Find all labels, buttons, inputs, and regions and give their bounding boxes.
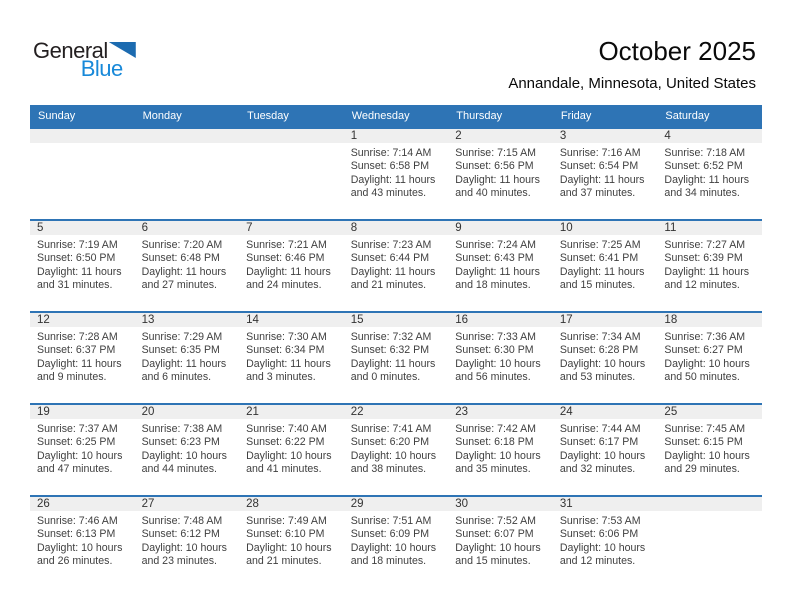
day-number: [30, 129, 135, 143]
daylight-minutes-text: and 3 minutes.: [246, 371, 316, 384]
week-row: [30, 403, 762, 495]
daylight-hours-text: Daylight: 11 hours: [664, 173, 750, 186]
day-number: 24: [559, 406, 573, 418]
day-cell: [135, 423, 240, 477]
day-number: 27: [141, 498, 155, 510]
day-cell: [344, 515, 449, 569]
daylight-minutes-text: and 44 minutes.: [141, 463, 217, 476]
day-number: 8: [350, 222, 358, 234]
title-block: [508, 36, 756, 92]
day-number: 10: [559, 222, 573, 234]
daylight-minutes-text: and 40 minutes.: [455, 187, 531, 200]
week-details: [30, 331, 762, 385]
day-cell: [553, 423, 658, 477]
sunset-text: Sunset: 6:18 PM: [455, 436, 534, 449]
week-details: [30, 423, 762, 477]
week-row: [30, 127, 762, 219]
sunrise-text: Sunrise: 7:36 AM: [664, 331, 746, 343]
week-details: [30, 147, 762, 201]
sunrise-text: Sunrise: 7:51 AM: [350, 515, 432, 527]
daylight-hours-text: Daylight: 11 hours: [350, 357, 436, 370]
sunset-text: Sunset: 6:23 PM: [141, 436, 220, 449]
daylight-hours-text: Daylight: 10 hours: [455, 449, 541, 462]
day-cell: [448, 423, 553, 477]
day-cell: [30, 239, 135, 293]
sunset-text: Sunset: 6:17 PM: [559, 436, 639, 449]
daylight-hours-text: Daylight: 10 hours: [559, 357, 646, 370]
daylight-hours-text: Daylight: 10 hours: [559, 449, 646, 462]
week-details: [30, 515, 762, 569]
daylight-hours-text: Daylight: 11 hours: [37, 265, 122, 278]
week-number-band: [30, 313, 762, 327]
sunset-text: Sunset: 6:27 PM: [664, 344, 743, 357]
sunrise-text: Sunrise: 7:25 AM: [559, 239, 641, 251]
sunset-text: Sunset: 6:22 PM: [246, 436, 325, 449]
weekday-header: Wednesday: [351, 110, 410, 122]
daylight-hours-text: Daylight: 10 hours: [455, 357, 541, 370]
sunrise-text: Sunrise: 7:42 AM: [455, 423, 536, 435]
daylight-minutes-text: and 32 minutes.: [559, 463, 636, 476]
day-number: 15: [350, 314, 364, 326]
day-cell: [657, 147, 762, 201]
daylight-minutes-text: and 37 minutes.: [559, 187, 636, 200]
daylight-minutes-text: and 53 minutes.: [559, 371, 636, 384]
daylight-minutes-text: and 29 minutes.: [664, 463, 740, 476]
day-cell: [135, 147, 240, 201]
sunrise-text: Sunrise: 7:49 AM: [246, 515, 327, 527]
day-cell: [344, 331, 449, 385]
sunrise-text: Sunrise: 7:27 AM: [664, 239, 746, 251]
day-number: 13: [141, 314, 155, 326]
sunset-text: Sunset: 6:07 PM: [455, 528, 534, 541]
day-cell: [448, 239, 553, 293]
sunset-text: Sunset: 6:35 PM: [141, 344, 220, 357]
daylight-hours-text: Daylight: 10 hours: [246, 449, 332, 462]
page-title: October 2025: [598, 36, 756, 66]
sunset-text: Sunset: 6:06 PM: [559, 528, 639, 541]
daylight-minutes-text: and 18 minutes.: [455, 279, 531, 292]
week-row: [30, 219, 762, 311]
weekday-header-row: [30, 105, 762, 127]
daylight-hours-text: Daylight: 11 hours: [559, 265, 645, 278]
sunrise-text: Sunrise: 7:18 AM: [664, 147, 746, 159]
daylight-hours-text: Daylight: 10 hours: [559, 541, 646, 554]
weekday-header: Tuesday: [247, 110, 289, 122]
sunset-text: Sunset: 6:50 PM: [37, 252, 116, 265]
daylight-minutes-text: and 24 minutes.: [246, 279, 322, 292]
sunset-text: Sunset: 6:20 PM: [350, 436, 430, 449]
sunset-text: Sunset: 6:46 PM: [246, 252, 325, 265]
day-cell: [30, 331, 135, 385]
weekday-header: Saturday: [665, 110, 710, 122]
daylight-minutes-text: and 9 minutes.: [37, 371, 107, 384]
daylight-minutes-text: and 56 minutes.: [455, 371, 531, 384]
day-number: 19: [37, 406, 50, 418]
day-cell: [135, 331, 240, 385]
weekday-header: Friday: [560, 110, 592, 122]
sunset-text: Sunset: 6:41 PM: [559, 252, 639, 265]
week-number-band: [30, 405, 762, 419]
sunset-text: Sunset: 6:12 PM: [141, 528, 220, 541]
sunset-text: Sunset: 6:34 PM: [246, 344, 325, 357]
day-cell: [239, 239, 344, 293]
day-number: 6: [141, 222, 148, 234]
day-number: 4: [664, 130, 671, 142]
sunrise-text: Sunrise: 7:20 AM: [141, 239, 223, 251]
daylight-minutes-text: and 35 minutes.: [455, 463, 531, 476]
sunset-text: Sunset: 6:39 PM: [664, 252, 743, 265]
sunrise-text: Sunrise: 7:52 AM: [455, 515, 536, 527]
day-cell: [135, 239, 240, 293]
sunset-text: Sunset: 6:44 PM: [350, 252, 430, 265]
daylight-hours-text: Daylight: 10 hours: [350, 449, 437, 462]
day-number: 31: [559, 498, 573, 510]
daylight-hours-text: Daylight: 11 hours: [246, 357, 331, 370]
sunrise-text: Sunrise: 7:14 AM: [350, 147, 432, 159]
day-number: 25: [664, 406, 678, 418]
daylight-hours-text: Daylight: 11 hours: [559, 173, 645, 186]
day-cell: [239, 331, 344, 385]
daylight-hours-text: Daylight: 11 hours: [37, 357, 122, 370]
sunset-text: Sunset: 6:25 PM: [37, 436, 116, 449]
day-number: 5: [37, 222, 44, 234]
day-number: 30: [455, 498, 469, 510]
day-number: 23: [455, 406, 469, 418]
sunrise-text: Sunrise: 7:16 AM: [559, 147, 641, 159]
daylight-hours-text: Daylight: 11 hours: [664, 265, 750, 278]
day-number: 3: [559, 130, 567, 142]
day-cell: [657, 239, 762, 293]
sunrise-text: Sunrise: 7:45 AM: [664, 423, 746, 435]
sunrise-text: Sunrise: 7:48 AM: [141, 515, 223, 527]
day-number: [657, 497, 762, 511]
sunrise-text: Sunrise: 7:19 AM: [37, 239, 118, 251]
logo-blue-text: Blue: [80, 56, 123, 81]
sunset-text: Sunset: 6:32 PM: [350, 344, 430, 357]
daylight-hours-text: Daylight: 10 hours: [664, 357, 750, 370]
day-number: 7: [246, 222, 253, 234]
sunrise-text: Sunrise: 7:37 AM: [37, 423, 118, 435]
daylight-hours-text: Daylight: 10 hours: [141, 449, 227, 462]
day-number: 11: [664, 222, 677, 234]
weekday-header: Thursday: [456, 110, 503, 122]
sunrise-text: Sunrise: 7:28 AM: [37, 331, 118, 343]
sunset-text: Sunset: 6:09 PM: [350, 528, 430, 541]
day-number: 12: [37, 314, 50, 326]
sunset-text: Sunset: 6:58 PM: [350, 160, 430, 173]
day-number: 9: [455, 222, 462, 234]
daylight-hours-text: Daylight: 11 hours: [141, 265, 227, 278]
daylight-hours-text: Daylight: 11 hours: [350, 265, 436, 278]
daylight-minutes-text: and 21 minutes.: [246, 555, 322, 568]
weekday-header: Monday: [142, 110, 182, 122]
week-details: [30, 239, 762, 293]
day-number: 26: [37, 498, 50, 510]
day-cell: [553, 147, 658, 201]
week-row: [30, 495, 762, 587]
day-number: 29: [350, 498, 364, 510]
day-number: 22: [350, 406, 364, 418]
daylight-hours-text: Daylight: 11 hours: [350, 173, 436, 186]
daylight-hours-text: Daylight: 10 hours: [37, 449, 123, 462]
sunset-text: Sunset: 6:52 PM: [664, 160, 743, 173]
sunset-text: Sunset: 6:48 PM: [141, 252, 220, 265]
day-cell: [344, 239, 449, 293]
weekday-header: Sunday: [38, 110, 76, 122]
sunrise-text: Sunrise: 7:44 AM: [559, 423, 641, 435]
day-number: 2: [455, 130, 462, 142]
daylight-hours-text: Daylight: 11 hours: [246, 265, 331, 278]
day-cell: [657, 331, 762, 385]
daylight-minutes-text: and 31 minutes.: [37, 279, 113, 292]
daylight-minutes-text: and 47 minutes.: [37, 463, 113, 476]
day-cell: [239, 423, 344, 477]
day-cell: [553, 515, 658, 569]
daylight-minutes-text: and 26 minutes.: [37, 555, 113, 568]
day-cell: [30, 423, 135, 477]
week-number-band: [30, 221, 762, 235]
daylight-hours-text: Daylight: 10 hours: [37, 541, 123, 554]
day-cell: [135, 515, 240, 569]
day-number: 1: [350, 130, 358, 142]
daylight-minutes-text: and 15 minutes.: [559, 279, 636, 292]
daylight-minutes-text: and 18 minutes.: [350, 555, 427, 568]
sunrise-text: Sunrise: 7:29 AM: [141, 331, 223, 343]
sunrise-text: Sunrise: 7:23 AM: [350, 239, 432, 251]
sunrise-text: Sunrise: 7:38 AM: [141, 423, 223, 435]
day-cell: [448, 331, 553, 385]
sunset-text: Sunset: 6:13 PM: [37, 528, 116, 541]
day-number: [135, 129, 240, 143]
daylight-minutes-text: and 34 minutes.: [664, 187, 740, 200]
day-cell: [448, 147, 553, 201]
day-cell: [30, 147, 135, 201]
daylight-minutes-text: and 12 minutes.: [559, 555, 636, 568]
daylight-hours-text: Daylight: 11 hours: [455, 265, 540, 278]
sunset-text: Sunset: 6:15 PM: [664, 436, 743, 449]
daylight-hours-text: Daylight: 10 hours: [664, 449, 750, 462]
sunset-text: Sunset: 6:43 PM: [455, 252, 534, 265]
daylight-minutes-text: and 43 minutes.: [350, 187, 427, 200]
daylight-minutes-text: and 12 minutes.: [664, 279, 740, 292]
week-number-band: [30, 129, 762, 143]
day-cell: [30, 515, 135, 569]
sunset-text: Sunset: 6:37 PM: [37, 344, 116, 357]
day-cell: [344, 423, 449, 477]
daylight-minutes-text: and 23 minutes.: [141, 555, 217, 568]
daylight-minutes-text: and 6 minutes.: [141, 371, 212, 384]
page-subtitle: Annandale, Minnesota, United States: [508, 75, 756, 92]
sunrise-text: Sunrise: 7:30 AM: [246, 331, 327, 343]
sunrise-text: Sunrise: 7:15 AM: [455, 147, 536, 159]
day-number: 17: [559, 314, 573, 326]
daylight-minutes-text: and 27 minutes.: [141, 279, 217, 292]
day-number: [239, 129, 344, 143]
sunset-text: Sunset: 6:56 PM: [455, 160, 534, 173]
daylight-hours-text: Daylight: 11 hours: [141, 357, 227, 370]
day-number: 14: [246, 314, 259, 326]
day-cell: [553, 331, 658, 385]
sunrise-text: Sunrise: 7:33 AM: [455, 331, 536, 343]
day-cell: [657, 515, 762, 569]
daylight-hours-text: Daylight: 10 hours: [455, 541, 541, 554]
day-cell: [553, 239, 658, 293]
day-number: 21: [246, 406, 259, 418]
week-row: [30, 311, 762, 403]
sunrise-text: Sunrise: 7:32 AM: [350, 331, 432, 343]
daylight-minutes-text: and 21 minutes.: [350, 279, 427, 292]
day-number: 18: [664, 314, 678, 326]
sunrise-text: Sunrise: 7:40 AM: [246, 423, 327, 435]
daylight-minutes-text: and 0 minutes.: [350, 371, 421, 384]
sunrise-text: Sunrise: 7:24 AM: [455, 239, 536, 251]
sunrise-text: Sunrise: 7:46 AM: [37, 515, 118, 527]
calendar-weeks: [30, 127, 762, 587]
day-number: 16: [455, 314, 469, 326]
calendar-table: [30, 105, 762, 587]
sunset-text: Sunset: 6:10 PM: [246, 528, 325, 541]
sunset-text: Sunset: 6:54 PM: [559, 160, 639, 173]
daylight-hours-text: Daylight: 10 hours: [141, 541, 227, 554]
sunset-text: Sunset: 6:28 PM: [559, 344, 639, 357]
logo-general-text: General: [33, 38, 108, 63]
sunrise-text: Sunrise: 7:34 AM: [559, 331, 641, 343]
daylight-minutes-text: and 38 minutes.: [350, 463, 427, 476]
day-cell: [239, 147, 344, 201]
day-cell: [239, 515, 344, 569]
sunrise-text: Sunrise: 7:53 AM: [559, 515, 641, 527]
general-blue-logo: [33, 40, 136, 80]
day-cell: [657, 423, 762, 477]
day-number: 28: [246, 498, 259, 510]
daylight-hours-text: Daylight: 10 hours: [246, 541, 332, 554]
daylight-minutes-text: and 15 minutes.: [455, 555, 531, 568]
sunset-text: Sunset: 6:30 PM: [455, 344, 534, 357]
sunrise-text: Sunrise: 7:41 AM: [350, 423, 432, 435]
daylight-hours-text: Daylight: 10 hours: [350, 541, 437, 554]
daylight-minutes-text: and 41 minutes.: [246, 463, 322, 476]
sunrise-text: Sunrise: 7:21 AM: [246, 239, 327, 251]
day-cell: [448, 515, 553, 569]
week-number-band: [30, 497, 762, 511]
day-cell: [344, 147, 449, 201]
daylight-hours-text: Daylight: 11 hours: [455, 173, 540, 186]
daylight-minutes-text: and 50 minutes.: [664, 371, 740, 384]
day-number: 20: [141, 406, 155, 418]
